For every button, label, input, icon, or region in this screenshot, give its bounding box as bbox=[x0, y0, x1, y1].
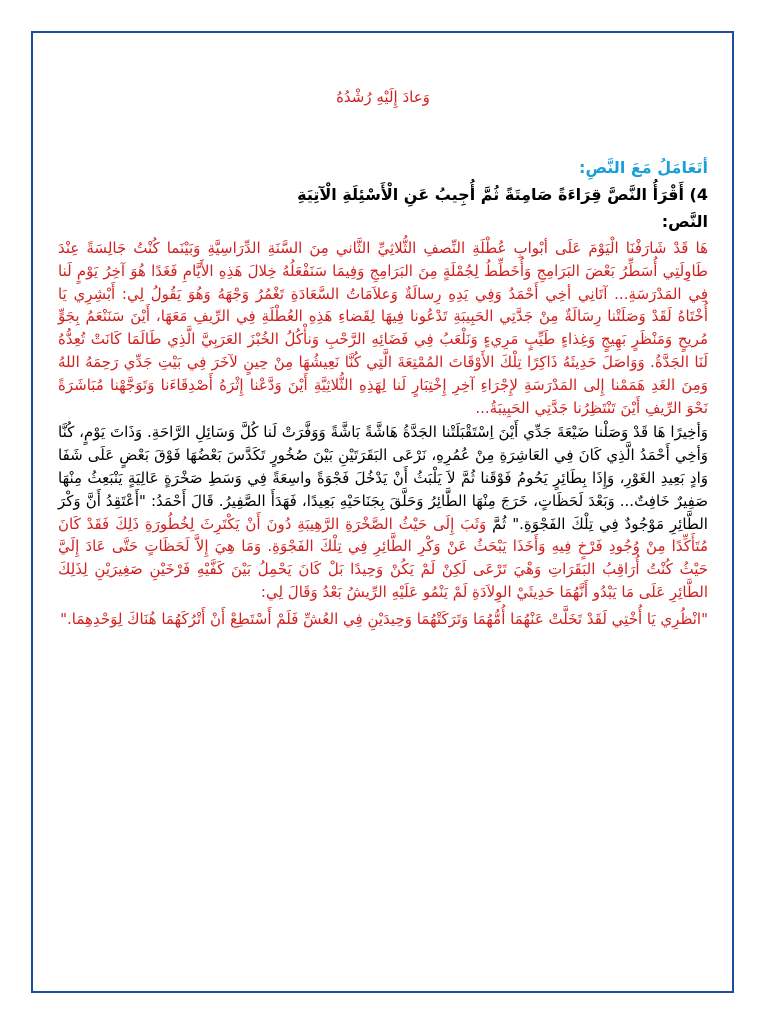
document-content bbox=[58, 88, 708, 631]
section-heading: أتَعَامَلُ مَعَ النَّصِ: bbox=[579, 158, 708, 177]
paragraph-2-red: وَثَبَ إِلَى حَيْثُ الصَّخْرَةِ الرَّهِيبَةِ دُونَ أَنْ يَكْتَرِثَ لِخُطُورَةِ ذَلِكَ فَقَدْ كَانَ مُتَأَكِّدًا مِنْ وُجُودِ فَرْخٍ فِيهِ وَأَخَذَا يَبْحَثُ عَنْ وَكْرِ الطَّائِرِ فِي تِلْكَ الفَجْوَةِ. وَمَا هِيَ إِلاَّ لَحَظَاتٍ حَتَّى عَادَ إِلَيَّ حَيْثُ كُنْتُ أُرَاقِبُ البَقَرَاتِ وَهْيَ تَرْعَى لَكِنْ لَمْ يَكُنْ وَحِيدًا بَلْ كَانَ يَحْمِلُ بَيْنَ كَفَّيْهِ فَرْخَيْنِ صَغِيرَيْنِ لِذَلِكَ الطَّائِرِ عَلَى مَا يَبْدُو أَنَّهُمَا حَدِيثَيْ الوِلاَدَةِ لَمْ يَنْمُو عَلَيْهِ الرِّيشُ بَعْدُ وَقَالَ لِي: bbox=[58, 514, 708, 601]
paragraph-2-black: وَأخِيرًا هَا قَدْ وَصَلْنا ضَيْعَةَ جَدِّي أَيْنَ اِسْتَقْبَلَتْنا الجَدَّةُ هَاشَّةً بَاشَّةً وَوَفَّرَتْ لَنا كُلَّ وَسَائِلِ الرَّاحَةِ. وَذَاتَ يَوْمٍ، كُنَّا وَأخِي أَحْمَدُ الَّذِي كَانَ فِي العَاشِرَةِ مِنْ عُمُرِهِ، نَرْعَى البَقَرَتَيْنِ بَيْنَ صُخُورٍ تَكَدَّسَ بَعْضُهَا فَوْقَ بَعْضٍ عَلَى شَفَا وَادٍ بَعِيدِ الغَوْرِ، وَإِذَا بِطَائِرٍ يَحُومُ فَوْقَنا ثُمَّ لاَ يَلْبَثُ أَنْ يَدْخُلَ فَجْوَةً واسِعَةً فِي وَسَطِ صَخْرَةٍ عَالِيَةٍ يَنْبَعِثُ مِنْهَا صَفِيرٌ خَافِتٌ... وَبَعْدَ لَحَظَاتٍ، خَرَجَ مِنْهَا الطَّائِرُ وَحَلَّقَ بِجَنَاحَيْهِ بَعِيدًا، فَهَدَأَ الصَّفِيرُ. قَالَ أَحْمَدُ: "أَعْتَقِدُ أَنَّ وَكْرَ الطَّائِرِ مَوْجُودٌ فِي تِلْكَ الفَجْوَةِ." ثُمَّ bbox=[58, 423, 708, 533]
subtitle: وَعادَ إِلَيْهِ رُشْدُهُ bbox=[336, 88, 430, 106]
text-label: النَّص: bbox=[661, 212, 708, 231]
paragraph-1: هَا قَدْ شَارَفْنَا الْيَوْمَ عَلَى أبْوابِ عُطْلَةِ النِّصفِ الثُّلاثِيِّ الثَّاني مِنَ السَّنَةِ الدِّرَاسِيَّةِ وَبَيْنَما كُنْتُ جَالِسَةً عِنْدَ طَاوِلَتِي أُسَطِّرُ بَعْضَ البَرَامِجِ وَأُخَطِّطُ لِجُمْلَةٍ مِنَ البَرَامِجِ وَفِيمَا سَنَفْعَلُهُ خِلالَ هَذِهِ الأَيَّامِ فَغَدًا هُوَ آخِرُ يَوْمٍ لَنا فِي المَدْرَسَةِ... آتَانِي أخِي أَحْمَدُ وَفِي يَدِهِ رِسالَةٌ وَعلاَمَاتُ السَّعَادَةِ تَغْمُرُ وَجْهَهُ وَهُوَ يَقُولُ لِي: أَبْشِرِي يَا أُخْتَاهُ لَقَدْ وَصَلَتْنا رِسَالَةٌ مِنْ جَدَّتِي الحَبِيبَةِ تَدْعُونا فِيهَا لِقَضاءِ هَذِهِ العُطْلَةِ فِي الرِّيفِ مَعَهَا، أَيْنَ سَنَنْعَمُ بِجَوٍّ مُريحٍ وَمَنْظَرٍ بَهِيجٍ وَغِذاءٍ طَيِّبٍ مَرِيءٍ وَنَلْعَبُ فِي فَضَائِهِ الرَّحْبِ وَنأْكُلُ الخُبْزَ العَرَبِيَّ الَّذِي طَالَمَا كَانَتْ تُعِدُّهُ لَنَا الجَدَّةُ. وَوَاصَلَ حَدِيثَهُ ذَاكِرًا تِلْكَ الأَوْقَاتَ المُمْتِعَةَ الَّتِي كُنَّا نَعِيشُهَا مِنْ حِينٍ لآخَرَ فِي بَيْتِ جَدِّي رَحِمَهُ اللهُ وَمِنَ الغَدِ هَمَمْنا إِلى المَدْرَسَةِ لإِجْرَاءِ آخِرِ إِخْتِبَارٍ لَنا لِهَذِهِ الثُّلاثِيَّةِ أَيْنَ وَدَّعْنا إِثْرَهُ أَصْدِقَاءَنا وَتَوَجَّهْنا مُبَاشَرَةً نَحْوَ الرِّيفِ أَيْنَ تَنْتَظِرُنا جَدَّتِي الحَبِيبَةُ... bbox=[58, 239, 708, 417]
question-4: 4) أَقْرَأُ النَّصَّ قِرَاءَةً صَامِتَةً ثُمَّ أُجِيبُ عَنِ الْأَسْئِلَةِ الْآتِيَةِ bbox=[297, 185, 708, 204]
paragraph-3: "انْظُرِي يَا أُخْتِي لَقَدْ تَخَلَّتْ عَنْهُمَا أُمُّهُمَا وَتَرَكَتْهُمَا وَحِيدَيْنِ فِي العُشِّ فَلَمْ أَسْتَطِعْ أَنْ أَتْرُكَهُمَا هُنَاكَ لِوَحْدِهِمَا." bbox=[60, 609, 708, 628]
paragraph-2 bbox=[58, 421, 708, 603]
